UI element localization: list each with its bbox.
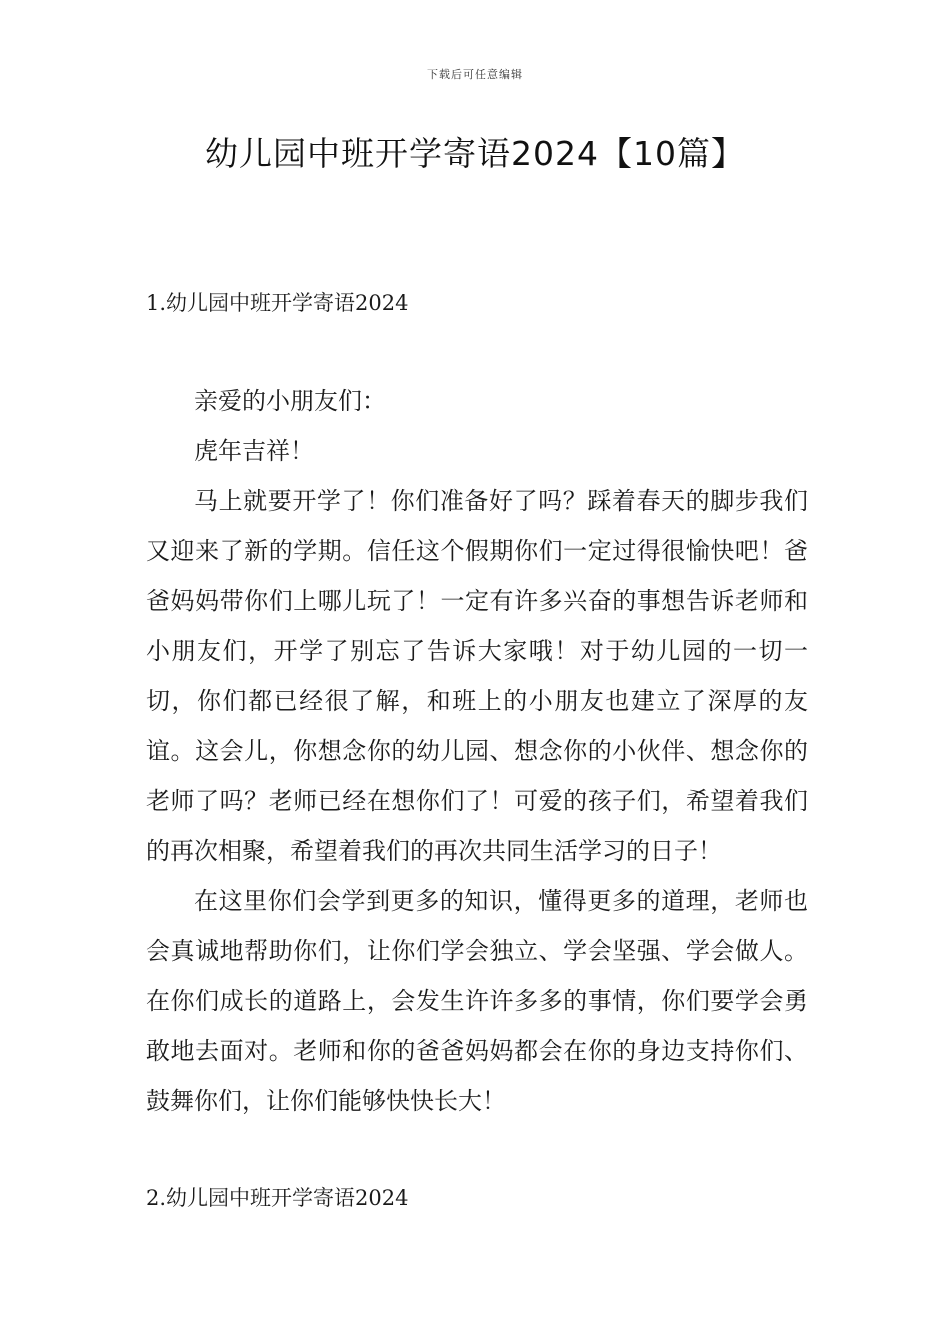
paragraph-greeting: 亲爱的小朋友们：	[194, 387, 386, 415]
paragraph-main-2: 在这里你们会学到更多的知识，懂得更多的道理，老师也会真诚地帮助你们，让你们学会独立、学会坚强、学会做人。在你们成长的道路上，会发生许许多多的事情，你们要学会勇敢地去面对。老师和你的爸爸妈妈都会在你的身边支持你们、鼓舞你们，让你们能够快快长大！	[146, 887, 808, 1115]
document-title: 幼儿园中班开学寄语2024【10篇】	[205, 134, 745, 173]
section-1-body	[146, 376, 808, 1126]
paragraph-blessing: 虎年吉祥！	[194, 437, 314, 465]
section-heading-2: 2.幼儿园中班开学寄语2024	[146, 1186, 409, 1210]
section-heading-1: 1.幼儿园中班开学寄语2024	[146, 291, 409, 315]
header-note: 下载后可任意编辑	[427, 68, 523, 81]
paragraph-main-1: 马上就要开学了！你们准备好了吗？踩着春天的脚步我们又迎来了新的学期。信任这个假期你们一定过得很愉快吧！爸爸妈妈带你们上哪儿玩了！一定有许多兴奋的事想告诉老师和小朋友们，开学了别忘了告诉大家哦！对于幼儿园的一切一切，你们都已经很了解，和班上的小朋友也建立了深厚的友谊。这会儿，你想念你的幼儿园、想念你的小伙伴、想念你的老师了吗？老师已经在想你们了！可爱的孩子们，希望着我们的再次相聚，希望着我们的再次共同生活学习的日子！	[146, 487, 808, 865]
